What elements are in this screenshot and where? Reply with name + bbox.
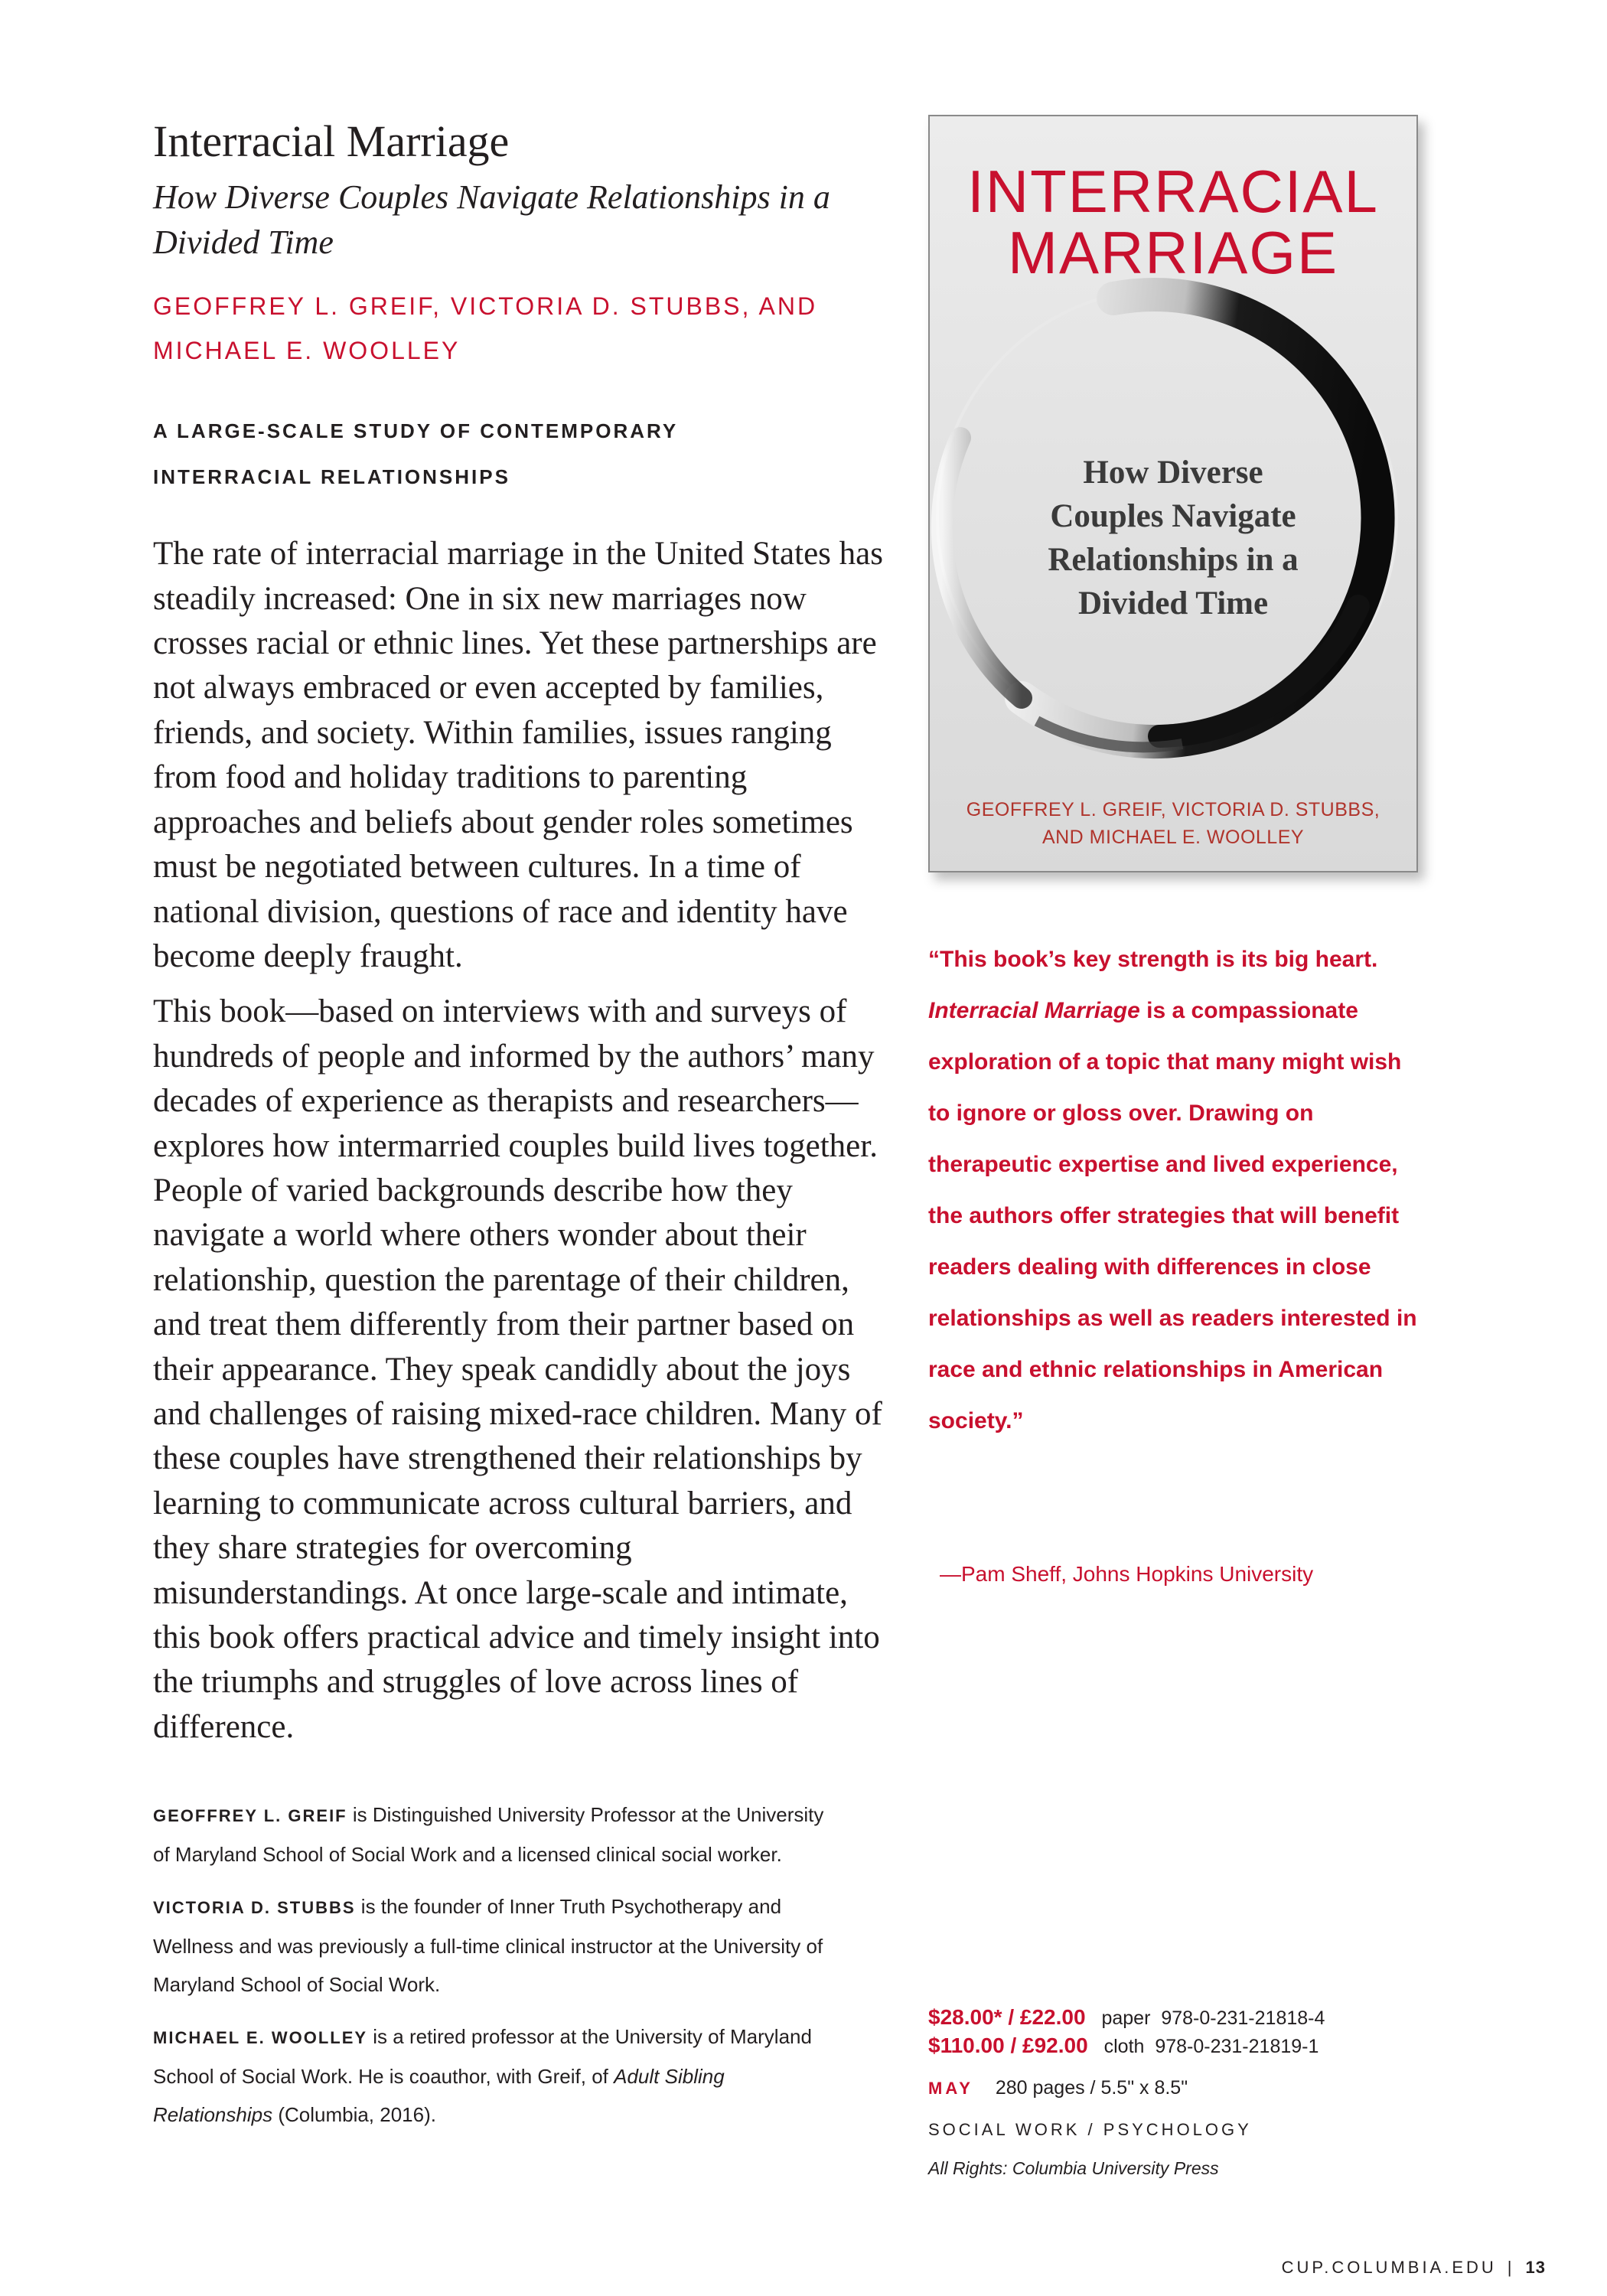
description-paragraph-1: The rate of interracial marriage in the United States has steadily increased: One in six new marriages now crosses racial or ethnic lines. Yet these partnerships are not always embraced or even accepted by families, friends, and society. Within families, issues ranging from food and holiday traditions to parenting approaches and beliefs about gender roles sometimes must be negotiated between cultures. In a time of national division, questions of race and identity have become deeply fraught.: [153, 536, 883, 974]
bio-text: is a retired professor at the University of Maryland School of Social Work. He is coauthor, with Greif, of: [153, 2025, 812, 2089]
cover-title: [930, 158, 1416, 287]
review-quote: [928, 934, 1418, 1446]
cover-subtitle-line-4: Divided Time: [1077, 585, 1269, 621]
page-footer: [1282, 2258, 1546, 2278]
cover-authors-line-1: GEOFFREY L. GREIF, VICTORIA D. STUBBS,: [966, 799, 1380, 820]
left-column: [153, 115, 888, 2134]
paper-price: $28.00* / £22.00: [928, 2005, 1086, 2029]
cloth-format: cloth: [1103, 2036, 1145, 2057]
publication-month: MAY: [928, 2079, 973, 2098]
book-description: [153, 532, 888, 1750]
book-specs: 280 pages / 5.5" x 8.5": [995, 2077, 1188, 2099]
authors-line-2: MICHAEL E. WOOLLEY: [153, 337, 461, 365]
bio-text-after: (Columbia, 2016).: [272, 2103, 436, 2127]
bio-book-title: Adult Sibling Relationships: [153, 2065, 725, 2127]
publication-meta: [928, 2074, 1464, 2102]
bio-text: is Distinguished University Professor at the University of Maryland School of Social Work and a licensed clinical social worker.: [153, 1803, 824, 1867]
book-cover: [928, 115, 1418, 872]
cover-authors-line-2: AND MICHAEL E. WOOLLEY: [1041, 827, 1305, 848]
bio-stubbs: [153, 1887, 842, 2004]
cloth-isbn: 978-0-231-21819-1: [1155, 2036, 1319, 2057]
quote-text-2: is a compassionate exploration of a topic that many might wish to ignore or gloss over. Drawing on therapeutic expertise and lived experience, the authors offer strategies that will benefit readers dealing with differences in close relationships as well as readers interested in race and ethnic relationships in American society.”: [928, 998, 1417, 1433]
cover-subtitle: [999, 451, 1348, 625]
paper-price-line: [928, 2004, 1464, 2032]
paper-isbn: 978-0-231-21818-4: [1161, 2007, 1325, 2029]
cover-subtitle-line-2: Couples Navigate: [1050, 498, 1296, 534]
quote-attribution: —Pam Sheff, Johns Hopkins University: [940, 1562, 1314, 1586]
pricing-block: [928, 2004, 1464, 2182]
book-subtitle: How Diverse Couples Navigate Relationships in a Divided Time: [153, 178, 830, 262]
description-paragraph-2: This book—based on interviews with and surveys of hundreds of people and informed by the authors’ many decades of experience as therapists and researchers—explores how intermarried couples build lives together. People of varied backgrounds describe how they navigate a world where others wonder about their relationship, question the parentage of their children, and treat them differently from their partner based on their appearance. They speak candidly about the joys and challenges of raising mixed-race children. Many of these couples have strengthened their relationships by learning to communicate across cultural barriers, and they share strategies for overcoming misunderstandings. At once large-scale and intimate, this book offers practical advice and timely insight into the triumphs and struggles of love across lines of difference.: [153, 993, 882, 1745]
cover-authors: [930, 796, 1416, 851]
tagline-line-1: A LARGE-SCALE STUDY OF CONTEMPORARY: [153, 419, 679, 443]
book-authors: [153, 284, 888, 373]
tagline-line-2: INTERRACIAL RELATIONSHIPS: [153, 465, 510, 489]
footer-separator: |: [1507, 2258, 1515, 2277]
authors-line-1: GEOFFREY L. GREIF, VICTORIA D. STUBBS, AND: [153, 292, 818, 321]
paper-format: paper: [1101, 2007, 1151, 2029]
cover-title-line-2: MARRIAGE: [1007, 219, 1339, 287]
quote-book-title: Interracial Marriage: [928, 998, 1140, 1023]
cloth-price: $110.00 / £92.00: [928, 2033, 1088, 2057]
author-bios: [153, 1795, 842, 2134]
bio-text: is the founder of Inner Truth Psychotherapy and Wellness and was previously a full-time clinical instructor at the University of Maryland School of Social Work.: [153, 1895, 823, 1997]
cover-title-line-1: INTERRACIAL: [967, 158, 1379, 225]
page-number: 13: [1525, 2258, 1546, 2277]
bio-name: GEOFFREY L. GREIF: [153, 1806, 347, 1826]
bio-name: MICHAEL E. WOOLLEY: [153, 2028, 368, 2048]
bio-greif: [153, 1795, 842, 1874]
bio-woolley: [153, 2017, 842, 2134]
cover-subtitle-line-3: Relationships in a: [1048, 542, 1299, 578]
book-tagline: [153, 408, 888, 500]
quote-text-1: “This book’s key strength is its big heart.: [928, 947, 1378, 972]
book-title: Interracial Marriage: [153, 116, 510, 166]
cloth-price-line: [928, 2032, 1464, 2060]
book-category: SOCIAL WORK / PSYCHOLOGY: [928, 2120, 1252, 2139]
footer-site: CUP.COLUMBIA.EDU: [1281, 2258, 1497, 2277]
cover-subtitle-line-1: How Diverse: [1083, 455, 1263, 491]
book-rights: All Rights: Columbia University Press: [928, 2158, 1219, 2178]
bio-name: VICTORIA D. STUBBS: [153, 1898, 356, 1918]
